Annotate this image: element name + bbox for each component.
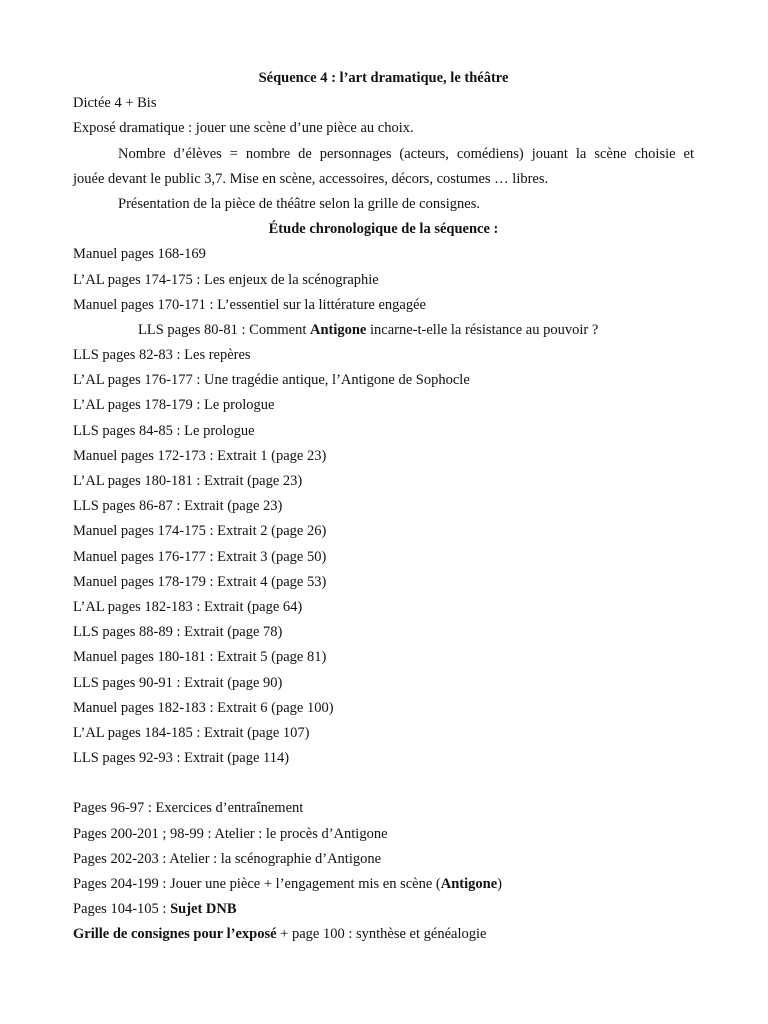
presentation-line: Présentation de la pièce de théâtre selon la grille de consignes. <box>118 195 480 212</box>
list-item: LLS pages 92-93 : Extrait (page 114) <box>73 750 290 767</box>
jouer-line <box>73 872 694 897</box>
list-item: Manuel pages 178-179 : Extrait 4 (page 53) <box>73 573 327 590</box>
text-segment: Pages 204-199 : Jouer une pièce + l’engagement mis en scène ( <box>73 876 441 892</box>
text-segment: ) <box>497 876 502 892</box>
section-subtitle: Étude chronologique de la séquence : <box>268 221 499 238</box>
list-item: L’AL pages 178-179 : Le prologue <box>73 397 275 414</box>
expose-line: Exposé dramatique : jouer une scène d’une pièce au choix. <box>73 120 414 137</box>
exercises-line: Pages 96-97 : Exercices d’entraînement <box>73 800 304 817</box>
list-item: Manuel pages 180-181 : Extrait 5 (page 81) <box>73 649 327 666</box>
text-segment: incarne-t-elle la résistance au pouvoir ? <box>366 321 599 338</box>
blank-spacer <box>73 771 694 796</box>
list-item: Manuel pages 176-177 : Extrait 3 (page 50) <box>73 548 327 565</box>
paragraph-line-2: jouée devant le public 3,7. Mise en scène, accessoires, décors, costumes … libres. <box>73 170 549 187</box>
list-item: Manuel pages 172-173 : Extrait 1 (page 23) <box>73 447 327 464</box>
list-item: L’AL pages 180-181 : Extrait (page 23) <box>73 473 303 489</box>
list-item: Manuel pages 170-171 : L’essentiel sur la littérature engagée <box>73 296 426 313</box>
list-item: LLS pages 82-83 : Les repères <box>73 347 251 364</box>
list-item: LLS pages 88-89 : Extrait (page 78) <box>73 624 283 641</box>
bold-antigone: Antigone <box>440 876 498 892</box>
atelier-line-2: Pages 202-203 : Atelier : la scénographie d’Antigone <box>73 850 382 867</box>
list-item: L’AL pages 176-177 : Une tragédie antique, l’Antigone de Sophocle <box>73 372 470 389</box>
list-item: L’AL pages 174-175 : Les enjeux de la scénographie <box>73 271 379 288</box>
bold-sujet-dnb: Sujet DNB <box>170 901 237 918</box>
list-item: Manuel pages 182-183 : Extrait 6 (page 100) <box>73 699 334 716</box>
text-segment: LLS pages 80-81 : Comment <box>138 321 310 338</box>
list-item: LLS pages 84-85 : Le prologue <box>73 422 255 439</box>
text-segment: + page 100 : synthèse et généalogie <box>276 926 487 943</box>
bold-grille: Grille de consignes pour l’exposé <box>73 926 277 943</box>
list-item: LLS pages 86-87 : Extrait (page 23) <box>73 498 283 515</box>
list-item: L’AL pages 182-183 : Extrait (page 64) <box>73 598 303 615</box>
list-item: Manuel pages 174-175 : Extrait 2 (page 26) <box>73 523 327 540</box>
list-item: LLS pages 90-91 : Extrait (page 90) <box>73 674 283 691</box>
text-segment: Pages 104-105 : <box>73 901 171 918</box>
paragraph-line-1: Nombre d’élèves = nombre de personnages (acteurs, comédiens) jouant la scène choisie et <box>118 145 694 162</box>
atelier-line-1: Pages 200-201 ; 98-99 : Atelier : le procès d’Antigone <box>73 825 388 842</box>
bold-antigone: Antigone <box>309 321 367 338</box>
document-title: Séquence 4 : l’art dramatique, le théâtre <box>258 70 509 86</box>
list-item-antigone <box>73 318 694 343</box>
dictee-line: Dictée 4 + Bis <box>73 95 157 112</box>
list-item: L’AL pages 184-185 : Extrait (page 107) <box>73 724 310 741</box>
document-content <box>73 66 694 948</box>
list-item: Manuel pages 168-169 <box>73 246 206 263</box>
grille-line <box>73 922 694 947</box>
dnb-line <box>73 897 694 922</box>
